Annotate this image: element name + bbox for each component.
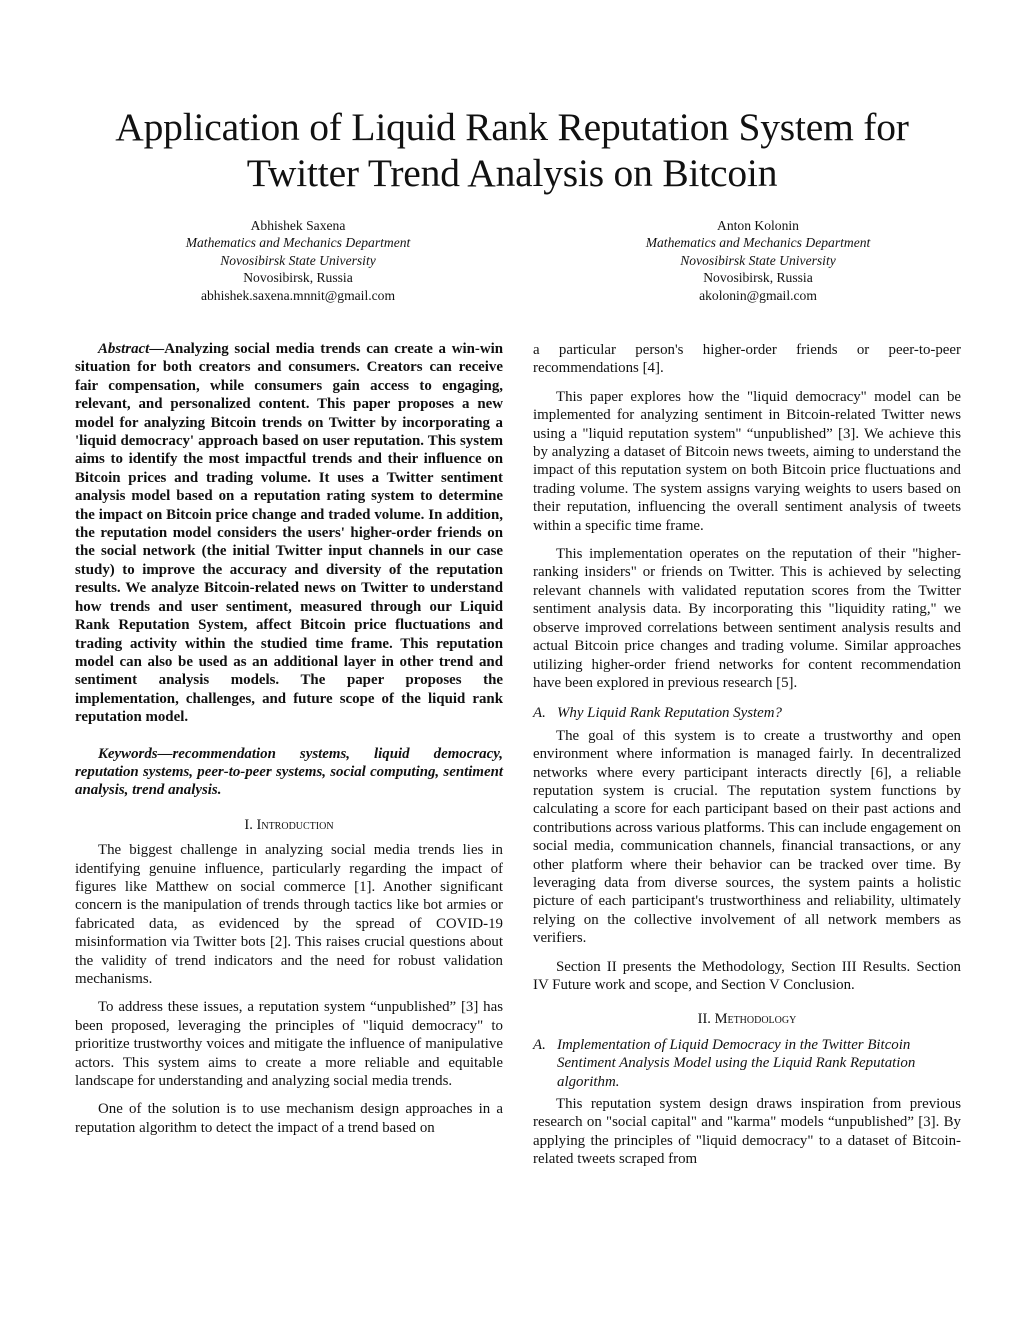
paper-title [0,104,1024,196]
right-paragraph-4: Section II presents the Methodology, Section III Results. Section IV Future work and scope, and Section V Conclusion. [533,958,961,993]
right-column [533,341,961,1169]
author-university: Novosibirsk State University [680,252,836,268]
author-city: Novosibirsk, Russia [243,270,353,286]
keywords: Keywords—recommendation systems, liquid democracy, reputation systems, peer-to-peer systems, social computing, sentiment analysis, trend analysis. [75,745,503,799]
author-block-1 [128,217,468,304]
author-city: Novosibirsk, Russia [703,270,813,286]
abstract [75,340,503,727]
section-heading-methodology [533,1010,961,1028]
right-paragraph-0: a particular person's higher-order friends or peer-to-peer recommendations [4]. [533,342,961,377]
subsection-heading-why [533,704,961,722]
intro-paragraph-2: To address these issues, a reputation system “unpublished” [3] has been proposed, leveraging the principles of "liquid democracy" to prioritize trustworthy voices and mitigate the influence of manipulative actors. This system aims to create a more reliable and equitable landscape for understanding and analyzing social media trends. [75,999,503,1090]
author-department: Mathematics and Mechanics Department [185,235,411,251]
subsection-label: A. [533,1036,546,1053]
subsection-title: Why Liquid Rank Reputation System? [557,705,782,722]
intro-paragraph-1: The biggest challenge in analyzing social media trends lies in identifying genuine influence, particularly regarding the impact of figures like Matthew on social commerce [1]. Another significant concern is the manipulation of trends through tactics like bot armies or fabricated data, as evidenced by the spread of COVID-19 misinformation via Twitter bots [2]. This raises crucial questions about the validity of trend indicators and the need for robust validation mechanisms. [75,842,503,987]
author-block-2 [588,217,928,304]
left-column [75,340,503,1137]
right-paragraph-5: This reputation system design draws inspiration from previous research on "social capital" and "karma" models “unpublished” [3]. By applying the principles of "liquid democracy" to a dataset of Bitcoin-related tweets scraped from [533,1096,961,1168]
author-university: Novosibirsk State University [220,252,376,268]
author-name: Abhishek Saxena [250,218,346,233]
subsection-label: A. [533,705,546,722]
abstract-label: Abstract [98,341,150,357]
subsection-heading-implementation [533,1036,961,1091]
section-heading-introduction [75,816,503,834]
author-email: akolonin@gmail.com [699,287,817,303]
right-paragraph-2: This implementation operates on the reputation of their "higher-ranking insiders" or friends on Twitter. This is achieved by selecting relevant channels with validated reputation scores from the Twitter sentiment analysis data. By incorporating this "liquidity rating," we observe improved correlations between sentiment analysis results and actual Bitcoin price changes and trading volume. Similar approaches utilizing higher-order friend networks for content recommendation have been explored in previous research [5]. [533,546,961,691]
intro-paragraph-3: One of the solution is to use mechanism design approaches in a reputation algorithm to detect the impact of a trend based on [75,1101,503,1136]
right-paragraph-1: This paper explores how the "liquid democracy" model can be implemented for analyzing sentiment in Bitcoin-related Twitter news using a "liquid reputation system" “unpublished” [3]. We achieve this by analyzing a dataset of Bitcoin news tweets, aiming to understand the impact of this reputation system on both Bitcoin price fluctuations and trading volume. The system assigns varying weights to users based on their reputation, influencing the overall sentiment analysis of tweets within a specific time frame. [533,388,961,534]
author-email: abhishek.saxena.mnnit@gmail.com [200,287,396,303]
title-line-2: Twitter Trend Analysis on Bitcoin [246,151,778,195]
author-department: Mathematics and Mechanics Department [645,235,871,251]
section-number: I. [244,816,253,833]
section-title: Methodology [714,1011,797,1028]
right-paragraph-3: The goal of this system is to create a trustworthy and open environment where information is managed fairly. In decentralized networks where every participant interacts directly [6], a reliable reputation system is crucial. The reputation system functions by calculating a score for each participant based on their past actions and contributions across various platforms. This can include engagement on social media, communication channels, financial transactions, or any other platform where their behavior can be tracked over time. By leveraging data from diverse sources, the system paints a holistic picture of each participant's trustworthiness and reliability, ultimately relying on the collective involvement of all network members as verifiers. [533,727,961,947]
section-title: Introduction [256,816,334,833]
title-line-1: Application of Liquid Rank Reputation System for [115,105,909,149]
subsection-title: Implementation of Liquid Democracy in the Twitter Bitcoin Sentiment Analysis Model using the Liquid Rank Reputation algorithm. [557,1036,916,1090]
section-number: II. [697,1011,711,1028]
author-name: Anton Kolonin [717,218,799,233]
abstract-text: —Analyzing social media trends can create a win-win situation for both creators and consumers. Creators can receive fair compensation, while consumers gain access to engaging, relevant, and personalized content. This paper proposes a new model for analyzing Bitcoin trends on Twitter by incorporating a 'liquid democracy' approach based on user reputation. This system aims to identify the most impactful trends and their influence on Bitcoin prices and trading volume. It uses a Twitter sentiment analysis model based on a reputation rating system to determine the impact on Bitcoin price change and traded volume. In addition, the reputation model considers the users' higher-order friends on the social network (the initial Twitter input channels in our case study) to improve the accuracy and diversity of the reputation results. We analyze Bitcoin-related news on Twitter to understand how trends and user sentiment, measured through our Liquid Rank Reputation System, affect Bitcoin price fluctuations and trading activity within the studied time frame. This reputation model can also be used as an additional layer in other trend and sentiment analysis models. The paper proposes the implementation, challenges, and future scope of the liquid rank reputation model. [75,341,503,726]
